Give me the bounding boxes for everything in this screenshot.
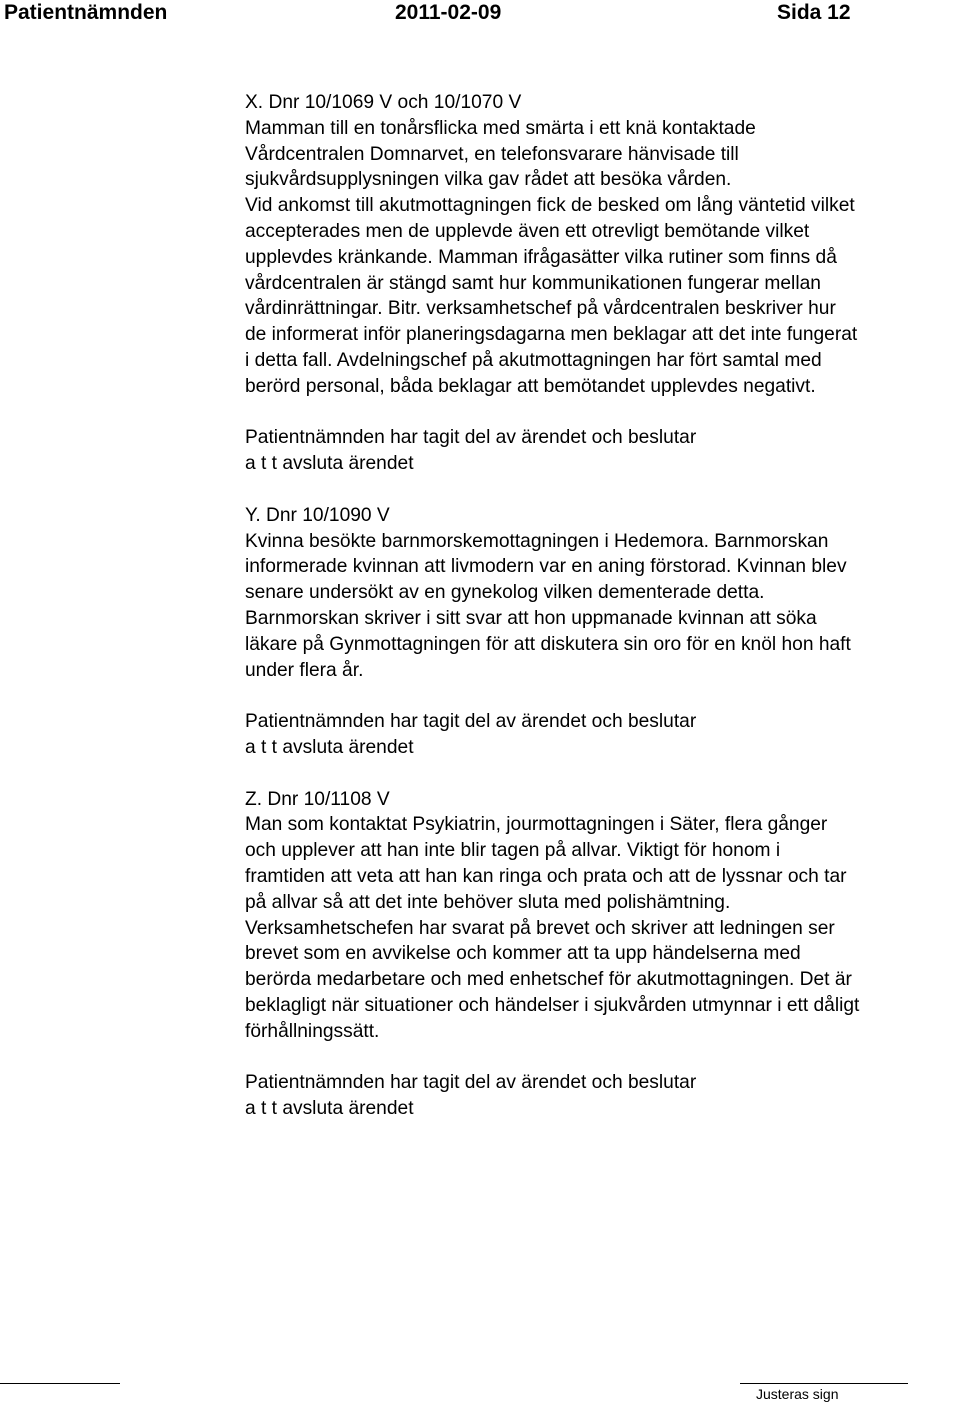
- header-title: Patientnämnden: [4, 1, 168, 24]
- case-section-x: [245, 90, 960, 503]
- case-text-line: vårdinrättningar. Bitr. verksamhetschef på vårdcentralen beskriver hur: [245, 298, 836, 320]
- case-text-line: under flera år.: [245, 659, 364, 681]
- case-text-line: Kvinna besökte barnmorskemottagningen i Hedemora. Barnmorskan: [245, 530, 829, 552]
- document-body: [245, 90, 960, 1122]
- signature-label: Justeras sign: [756, 1386, 839, 1402]
- page-header: [0, 0, 960, 30]
- case-text-line: Mamman till en tonårsflicka med smärta i ett knä kontaktade: [245, 117, 756, 139]
- case-text-line: beklagligt när situationer och händelser i sjukvården utmynnar i ett dåligt: [245, 994, 860, 1016]
- case-text-line: Barnmorskan skriver i sitt svar att hon uppmanade kvinnan att söka: [245, 607, 817, 629]
- case-text-line: accepterades men de upplevde även ett otrevligt bemötande vilket: [245, 220, 810, 242]
- case-text-line: berörd personal, båda beklagar att bemötandet upplevdes negativt.: [245, 375, 816, 397]
- decision-text: Patientnämnden har tagit del av ärendet och beslutar: [245, 1072, 697, 1094]
- case-text-line: informerade kvinnan att livmodern var en aning förstorad. Kvinnan blev: [245, 556, 847, 578]
- signature-line: [740, 1383, 908, 1384]
- case-text-line: sjukvårdsupplysningen vilka gav rådet att besöka vården.: [245, 169, 732, 191]
- case-text-line: upplevdes kränkande. Mamman ifrågasätter vilka rutiner som finns då: [245, 246, 837, 268]
- case-text-line: och upplever att han inte blir tagen på allvar. Viktigt för honom i: [245, 840, 781, 862]
- case-text-line: på allvar så att det inte behöver sluta med polishämtning.: [245, 891, 731, 913]
- decision-outcome: a t t avsluta ärendet: [245, 1098, 414, 1120]
- case-text-line: berörda medarbetare och med enhetschef för akutmottagningen. Det är: [245, 969, 852, 991]
- case-heading: Y. Dnr 10/1090 V: [245, 504, 390, 526]
- decision-text: Patientnämnden har tagit del av ärendet och beslutar: [245, 711, 697, 733]
- footer-rule-left: [0, 1383, 120, 1384]
- case-text-line: Man som kontaktat Psykiatrin, jourmottagningen i Säter, flera gånger: [245, 814, 828, 836]
- case-text-line: förhållningssätt.: [245, 1020, 380, 1042]
- case-text-line: senare undersökt av en gynekolog vilken dementerade detta.: [245, 582, 765, 604]
- case-section-z: [245, 787, 960, 1122]
- header-page-number: Sida 12: [777, 1, 851, 24]
- case-section-y: [245, 503, 960, 787]
- case-text-line: de informerat inför planeringsdagarna men beklagar att det inte fungerat: [245, 324, 858, 346]
- case-heading: Z. Dnr 10/1108 V: [245, 788, 390, 810]
- decision-outcome: a t t avsluta ärendet: [245, 453, 414, 475]
- case-text-line: Vid ankomst till akutmottagningen fick de besked om lång väntetid vilket: [245, 195, 855, 217]
- header-date: 2011-02-09: [395, 1, 502, 24]
- case-text-line: Verksamhetschefen har svarat på brevet och skriver att ledningen ser: [245, 917, 835, 939]
- case-text-line: läkare på Gynmottagningen för att diskutera sin oro för en knöl hon haft: [245, 633, 851, 655]
- case-text-line: i detta fall. Avdelningschef på akutmottagningen har fört samtal med: [245, 349, 822, 371]
- case-text-line: Vårdcentralen Domnarvet, en telefonsvarare hänvisade till: [245, 143, 739, 165]
- case-heading: X. Dnr 10/1069 V och 10/1070 V: [245, 92, 522, 113]
- decision-outcome: a t t avsluta ärendet: [245, 736, 414, 758]
- decision-text: Patientnämnden har tagit del av ärendet och beslutar: [245, 427, 697, 449]
- case-text-line: framtiden att veta att han kan ringa och prata och att de lyssnar och tar: [245, 865, 847, 887]
- case-text-line: vårdcentralen är stängd samt hur kommunikationen fungerar mellan: [245, 272, 821, 294]
- case-text-line: brevet som en avvikelse och kommer att ta upp händelserna med: [245, 943, 801, 965]
